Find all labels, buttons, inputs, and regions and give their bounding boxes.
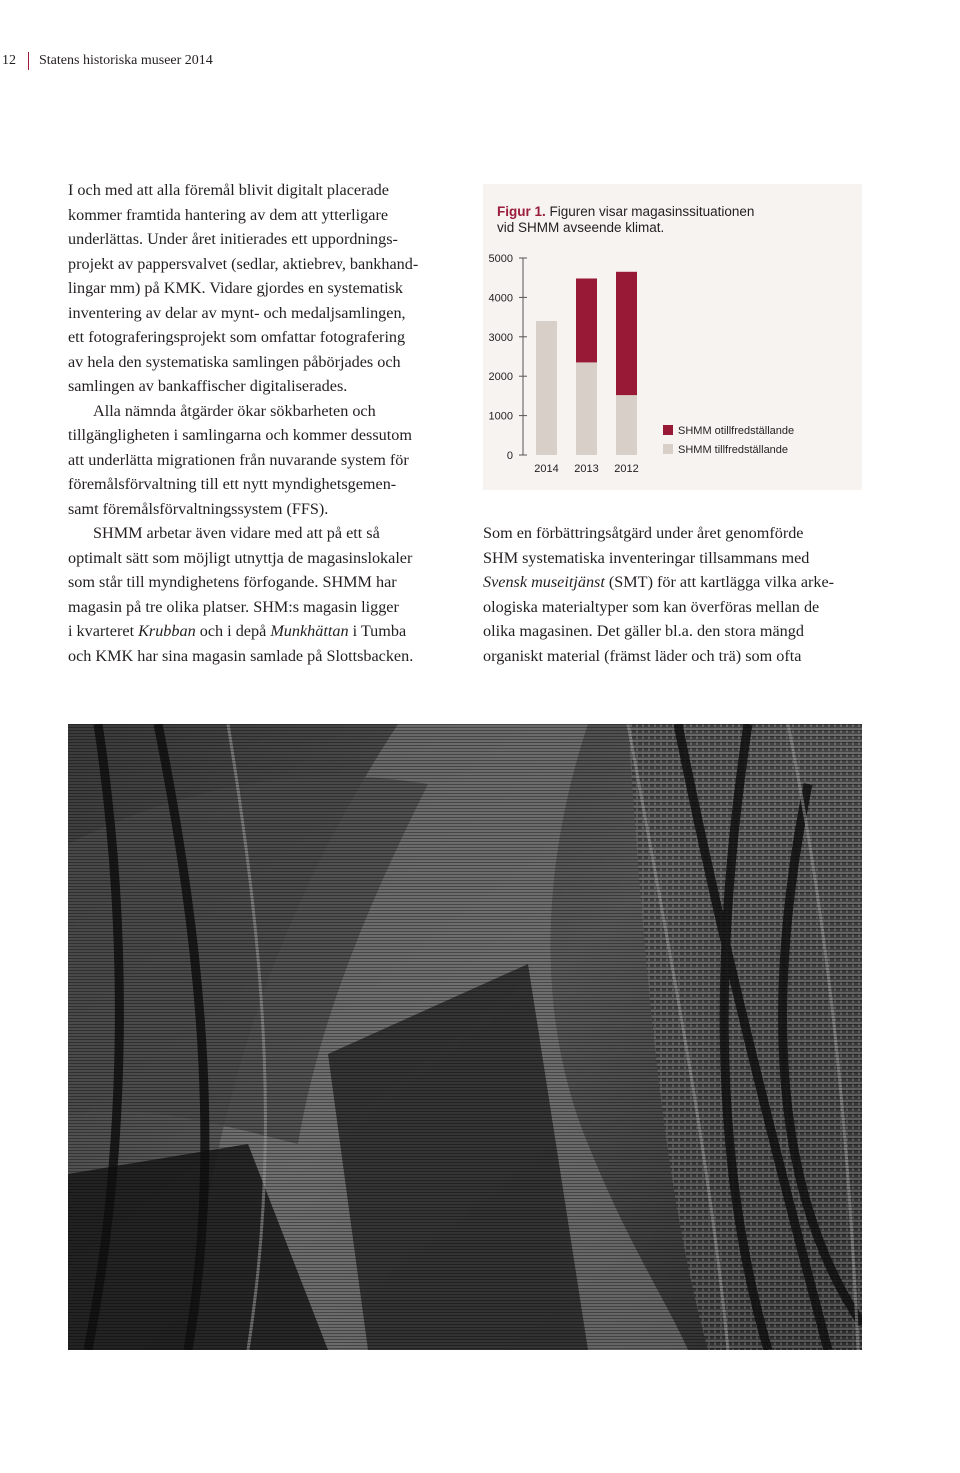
text-line: I och med att alla föremål blivit digitalt placerade xyxy=(68,181,389,199)
paragraph-4 xyxy=(483,521,868,668)
text-fragment: i kvarteret xyxy=(68,622,139,640)
figure-label: Figur 1. xyxy=(497,204,546,219)
paragraph-2 xyxy=(68,399,450,522)
text-line: samlingen av bankaffischer digitaliserades. xyxy=(68,377,348,395)
text-fragment: (SMT) för att kartlägga vilka arke- xyxy=(604,573,835,591)
text-line: föremålsförvaltning till ett nytt myndighetsgemen- xyxy=(68,475,397,493)
left-text-column xyxy=(68,178,450,668)
stacked-bar-chart xyxy=(483,184,862,490)
text-line: att underlätta migrationen från nuvarande system för xyxy=(68,450,409,469)
text-line: underlättas. Under året initierades ett uppordnings- xyxy=(68,230,398,248)
text-line: SHM systematiska inventeringar tillsammans med xyxy=(483,548,810,567)
text-fragment: i Tumba xyxy=(348,622,407,640)
figure-1 xyxy=(483,184,862,490)
paragraph-1 xyxy=(68,178,450,399)
bar-segment xyxy=(616,272,637,395)
place-name: Munkhättan xyxy=(270,622,349,640)
text-line: tillgängligheten i samlingarna och kommer dessutom xyxy=(68,426,412,444)
paragraph-3 xyxy=(68,521,450,668)
publication-title: Statens historiska museer 2014 xyxy=(39,53,213,68)
legend-label: SHMM tillfredställande xyxy=(678,444,789,456)
bar-segment xyxy=(536,321,557,455)
caption-text: Figuren visar magasinssituationen xyxy=(549,204,755,219)
bar-segment xyxy=(576,362,597,455)
y-tick-label: 2000 xyxy=(488,371,513,384)
text-line: ologiska materialtyper som kan överföras mellan de xyxy=(483,597,820,616)
text-line: som står till myndighetens förfogande. SHMM har xyxy=(68,573,397,591)
x-tick-label: 2013 xyxy=(574,463,599,475)
legend-label: SHMM otillfredställande xyxy=(678,425,795,437)
y-tick-label: 1000 xyxy=(488,410,513,423)
text-line: olika magasinen. Det gäller bl.a. den stora mängd xyxy=(483,622,804,640)
photo-image xyxy=(68,724,862,1350)
text-line: SHMM arbetar även vidare med att på ett så xyxy=(93,524,380,542)
text-line xyxy=(68,619,450,644)
place-name: Krubban xyxy=(138,622,196,640)
text-line: Alla nämnda åtgärder ökar sökbarheten och xyxy=(93,401,376,420)
y-tick-label: 0 xyxy=(506,450,513,462)
bar-segment xyxy=(616,395,637,455)
page-number: 12 xyxy=(2,53,16,68)
text-line: kommer framtida hantering av dem att ytterligare xyxy=(68,205,389,224)
text-line: organiskt material (främst läder och trä) som ofta xyxy=(483,646,802,665)
right-text-column xyxy=(483,521,868,668)
text-line: magasin på tre olika platser. SHM:s magasin ligger xyxy=(68,597,399,616)
text-line: samt föremålsförvaltningssystem (FFS). xyxy=(68,499,329,518)
y-tick-label: 5000 xyxy=(488,253,513,265)
text-line xyxy=(483,570,868,595)
caption-text: vid SHMM avseende klimat. xyxy=(497,220,665,235)
text-line: lingar mm) på KMK. Vidare gjordes en systematisk xyxy=(68,279,404,297)
y-tick-label: 4000 xyxy=(488,292,513,305)
architecture-photo xyxy=(68,724,862,1350)
y-tick-label: 3000 xyxy=(488,331,513,344)
legend-swatch xyxy=(663,425,673,435)
bar-segment xyxy=(576,278,597,362)
x-tick-label: 2012 xyxy=(614,463,639,475)
organization-name: Svensk museitjänst xyxy=(483,573,605,591)
legend-swatch xyxy=(663,444,673,454)
page-header xyxy=(0,50,213,72)
text-line: ett fotograferingsprojekt som omfattar fotografering xyxy=(68,328,406,346)
text-line: av hela den systematiska samlingen påbörjades och xyxy=(68,352,401,371)
x-tick-label: 2014 xyxy=(534,463,559,475)
header-divider xyxy=(28,52,29,70)
text-line: optimalt sätt som möjligt utnyttja de magasinslokaler xyxy=(68,548,413,567)
text-line: projekt av pappersvalvet (sedlar, aktiebrev, bankhand- xyxy=(68,254,419,273)
text-fragment: och i depå xyxy=(195,622,271,640)
text-line: Som en förbättringsåtgärd under året genomförde xyxy=(483,524,804,542)
text-line: inventering av delar av mynt- och medaljsamlingen, xyxy=(68,303,406,322)
text-line: och KMK har sina magasin samlade på Slottsbacken. xyxy=(68,646,414,665)
